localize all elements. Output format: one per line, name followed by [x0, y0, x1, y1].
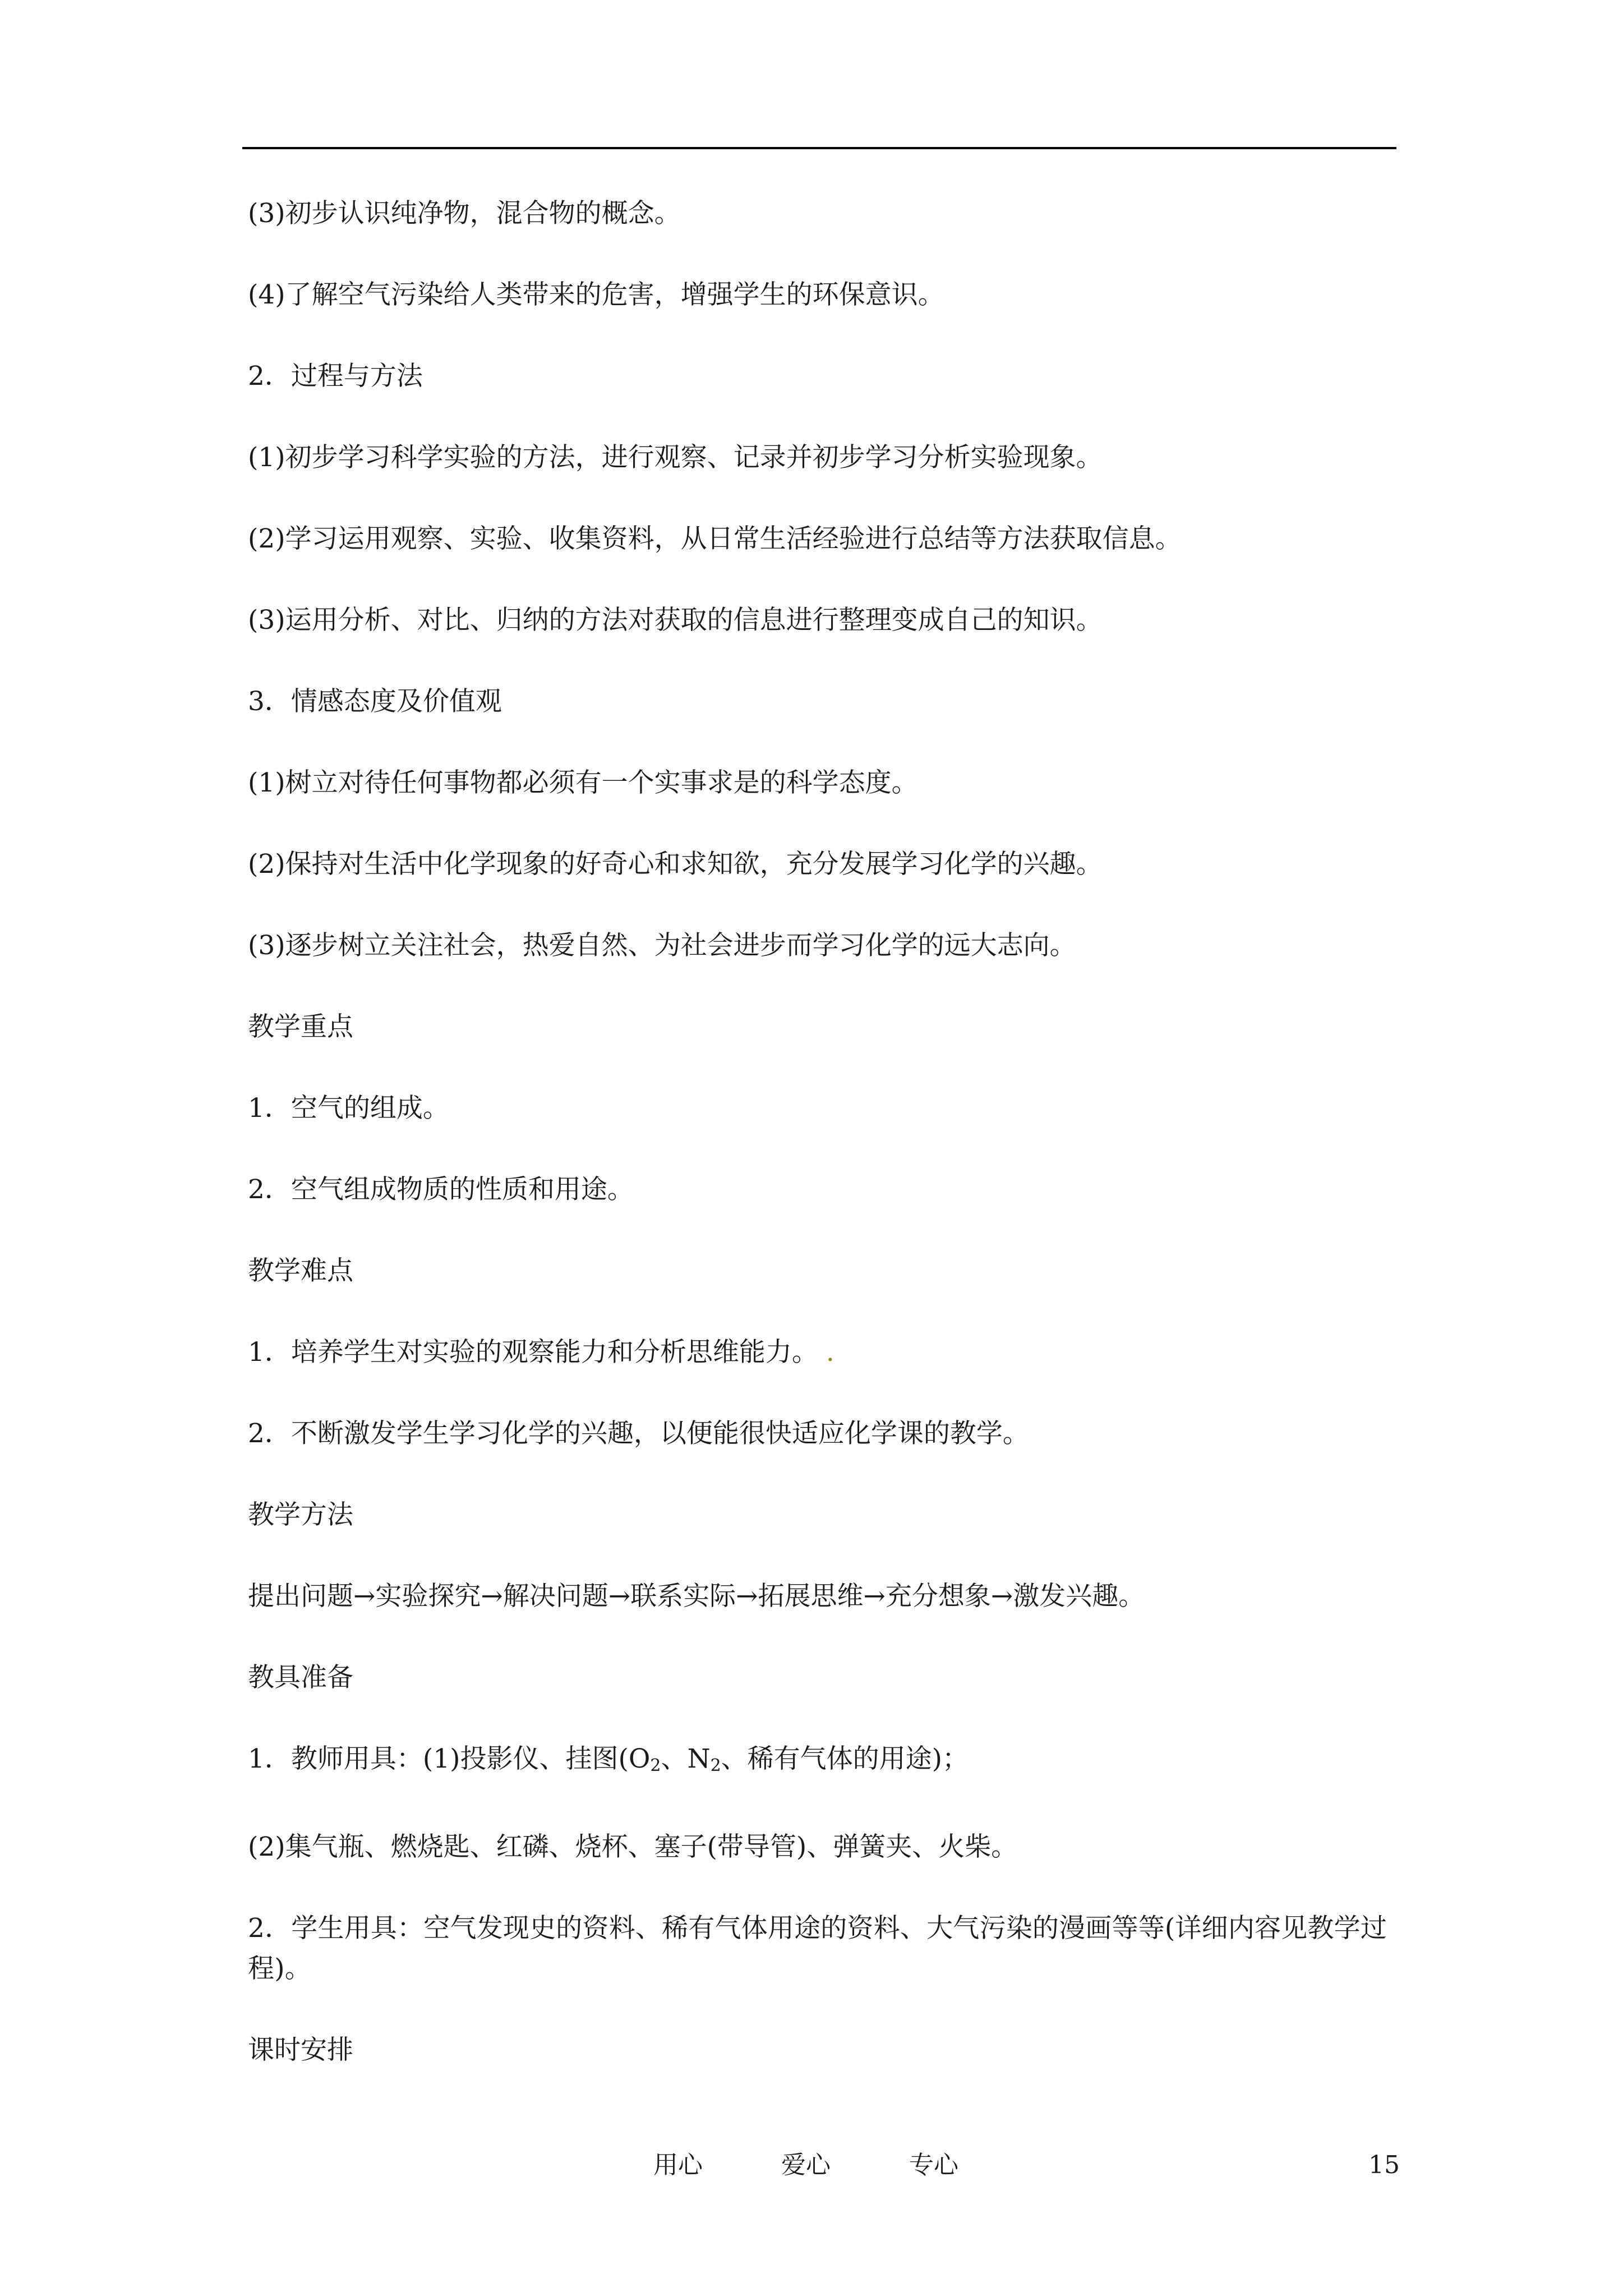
footer-motto-1: 用心 [653, 2151, 703, 2179]
heading-class-schedule: 课时安排 [248, 2035, 353, 2065]
heading-teaching-method: 教学方法 [248, 1499, 353, 1530]
stray-mark: . [826, 1337, 834, 1368]
teacher-tools-line-2: (2)集气瓶、燃烧匙、红磷、烧杯、塞子(带导管)、弹簧夹、火柴。 [248, 1832, 1018, 1862]
student-tools: 2．学生用具：空气发现史的资料、稀有气体用途的资料、大气污染的漫画等等(详细内容见教学过程)。 [248, 1913, 1387, 1984]
objective-4-pollution: (4)了解空气污染给人类带来的危害，增强学生的环保意识。 [248, 279, 944, 310]
difficulty-2: 2．不断激发学生学习化学的兴趣，以便能很快适应化学课的教学。 [248, 1418, 1029, 1449]
footer-motto-2: 爱心 [781, 2151, 831, 2179]
section-attitude-values: 3．情感态度及价值观 [248, 686, 502, 717]
footer-motto [653, 2148, 958, 2182]
header-rule [242, 147, 1396, 149]
attitude-2: (2)保持对生活中化学现象的好奇心和求知欲，充分发展学习化学的兴趣。 [248, 849, 1103, 880]
key-point-1: 1．空气的组成。 [248, 1093, 449, 1124]
o2-subscript: 2 [650, 1756, 661, 1775]
heading-key-points: 教学重点 [248, 1011, 353, 1042]
objective-3-concept: (3)初步认识纯净物，混合物的概念。 [248, 198, 681, 229]
n2-subscript: 2 [710, 1756, 721, 1775]
teacher-tools-middle: 、N [661, 1743, 711, 1774]
attitude-3: (3)逐步树立关注社会，热爱自然、为社会进步而学习化学的远大志向。 [248, 930, 1076, 961]
heading-teaching-aids: 教具准备 [248, 1662, 353, 1693]
process-2: (2)学习运用观察、实验、收集资料，从日常生活经验进行总结等方法获取信息。 [248, 523, 1182, 554]
teaching-method-flow: 提出问题→实验探究→解决问题→联系实际→拓展思维→充分想象→激发兴趣。 [248, 1581, 1145, 1612]
heading-difficulties: 教学难点 [248, 1255, 353, 1286]
difficulty-1-text: 1．培养学生对实验的观察能力和分析思维能力。 [248, 1337, 818, 1368]
teacher-tools-line-1 [248, 1739, 1403, 1786]
difficulty-1 [248, 1332, 1403, 1373]
section-process-method: 2．过程与方法 [248, 361, 423, 392]
document-body [248, 194, 1403, 2111]
attitude-1: (1)树立对待任何事物都必须有一个实事求是的科学态度。 [248, 767, 918, 798]
process-3: (3)运用分析、对比、归纳的方法对获取的信息进行整理变成自己的知识。 [248, 605, 1103, 636]
teacher-tools-before: 1．教师用具：(1)投影仪、挂图(O [248, 1743, 651, 1774]
footer-motto-3: 专心 [909, 2151, 958, 2179]
key-point-2: 2．空气组成物质的性质和用途。 [248, 1174, 634, 1205]
page-number: 15 [1368, 2151, 1400, 2179]
teacher-tools-after: 、稀有气体的用途)； [721, 1743, 969, 1774]
process-1: (1)初步学习科学实验的方法，进行观察、记录并初步学习分析实验现象。 [248, 442, 1103, 473]
